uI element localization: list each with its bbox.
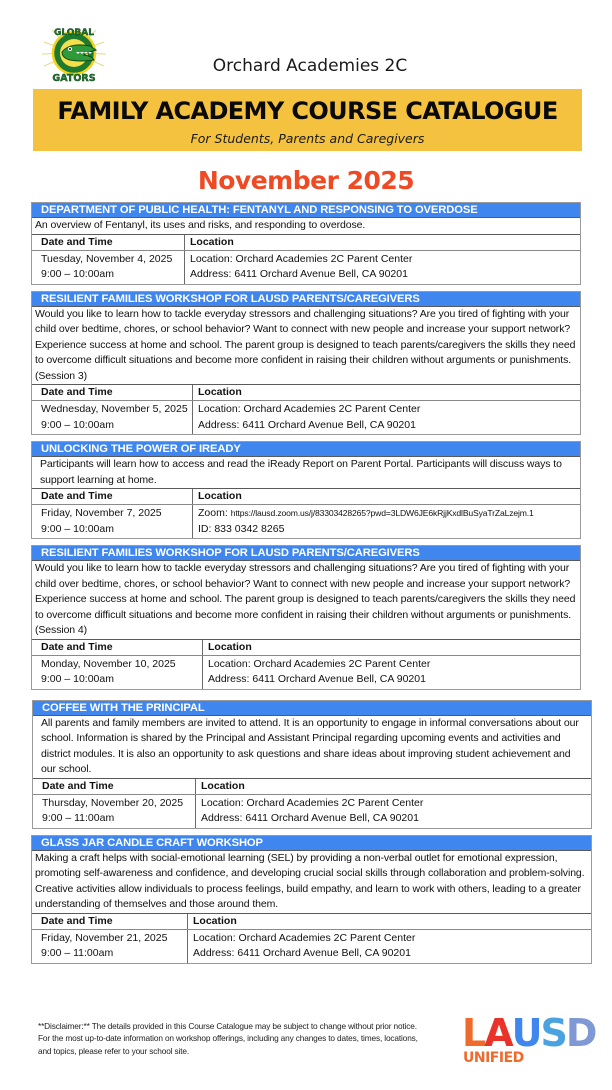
location-cell <box>193 505 580 538</box>
course-time: 9:00 – 10:00am <box>41 673 114 685</box>
table-row <box>32 505 580 538</box>
lausd-letter-l: L <box>462 1010 485 1055</box>
course-title: UNLOCKING THE POWER OF IREADY <box>32 442 580 457</box>
course-time: 9:00 – 11:00am <box>41 947 114 959</box>
date-time-cell <box>32 930 188 963</box>
table-row <box>33 795 591 828</box>
table-header-row <box>33 779 591 795</box>
date-time-header: Date and Time <box>32 385 193 400</box>
lausd-wordmark <box>462 1010 596 1055</box>
course-address: Address: 6411 Orchard Avenue Bell, CA 90201 <box>193 947 411 959</box>
course-title: RESILIENT FAMILIES WORKSHOP FOR LAUSD PARENTS/CAREGIVERS <box>32 546 580 561</box>
location-cell <box>193 401 580 434</box>
course-description: An overview of Fentanyl, its uses and risks, and responding to overdose. <box>32 218 580 235</box>
course-location: Location: Orchard Academies 2C Parent Center <box>198 403 421 415</box>
location-header: Location <box>201 779 245 792</box>
course-date: Friday, November 7, 2025 <box>41 507 162 519</box>
course-description: Would you like to learn how to tackle everyday stressors and challenging situations? Are you tired of fighting with your child over bedtime, chores, or school behavior? Want to connect with new people and increase your support network? Experience success at home and school. The parent group is designed to teach parents/caregivers the skills they need to overcome difficult situations and become more confident in raising their children without arguments or punishments. (Session 4) <box>32 561 580 640</box>
lausd-letter-u: U <box>511 1010 541 1055</box>
date-time-cell <box>32 401 193 434</box>
date-time-cell <box>33 795 196 828</box>
course-time: 9:00 – 11:00am <box>42 812 115 824</box>
lausd-unified-logo <box>462 1010 596 1070</box>
date-time-header: Date and Time <box>32 914 188 929</box>
zoom-prefix: Zoom: <box>198 507 231 519</box>
course-time: 9:00 – 10:00am <box>41 418 114 431</box>
zoom-location <box>198 506 580 522</box>
disclaimer: **Disclaimer:** The details provided in this Course Catalogue may be subject to change without prior notice. For the most up-to-date information on workshop offerings, including any changes to dates, times, locations, and topics, please refer to your school site. <box>38 1020 418 1056</box>
date-time-header: Date and Time <box>33 779 196 794</box>
course-date: Tuesday, November 4, 2025 <box>41 252 173 265</box>
course-location: Location: Orchard Academies 2C Parent Center <box>208 657 431 670</box>
date-time-cell <box>32 656 203 689</box>
location-header: Location <box>198 490 242 502</box>
month-heading: November 2025 <box>197 166 415 195</box>
lausd-letter-a: A <box>484 1010 512 1055</box>
date-time-header: Date and Time <box>32 640 203 655</box>
table-header-row <box>32 640 580 656</box>
page-footer <box>0 1010 612 1090</box>
zoom-link[interactable]: https://lausd.zoom.us/j/83303428265?pwd=3LDW6JE6kRjjKxdlBuSyaTrZaLzejm.1 <box>230 508 534 518</box>
course-address: Address: 6411 Orchard Avenue Bell, CA 90201 <box>190 268 408 280</box>
date-time-header: Date and Time <box>32 489 193 504</box>
course-title: COFFEE WITH THE PRINCIPAL <box>33 701 591 716</box>
course-resilient-families-session-3 <box>31 291 581 436</box>
lausd-letter-d: D <box>565 1010 596 1055</box>
course-title: DEPARTMENT OF PUBLIC HEALTH: FENTANYL AND RESPONSING TO OVERDOSE <box>32 203 580 218</box>
course-address: Address: 6411 Orchard Avenue Bell, CA 90201 <box>198 418 416 431</box>
course-title: GLASS JAR CANDLE CRAFT WORKSHOP <box>32 836 591 851</box>
date-time-cell <box>32 505 193 538</box>
zoom-meeting-id: ID: 833 0342 8265 <box>198 522 285 535</box>
location-header: Location <box>208 640 252 653</box>
table-header-row <box>32 914 591 930</box>
course-location: Location: Orchard Academies 2C Parent Center <box>201 796 424 809</box>
course-time: 9:00 – 10:00am <box>41 268 114 280</box>
table-header-row <box>32 385 580 401</box>
location-cell <box>196 795 591 828</box>
table-row <box>32 930 591 963</box>
location-header: Location <box>193 914 237 927</box>
course-title: RESILIENT FAMILIES WORKSHOP FOR LAUSD PARENTS/CAREGIVERS <box>32 292 580 307</box>
catalogue-subtitle: For Students, Parents and Caregivers <box>190 131 425 146</box>
course-time: 9:00 – 10:00am <box>41 522 114 535</box>
svg-text:GLOBAL: GLOBAL <box>53 28 95 38</box>
table-header-row <box>32 489 580 505</box>
location-header: Location <box>198 386 242 398</box>
lausd-unified-text: UNIFIED <box>463 1049 524 1066</box>
course-fentanyl <box>31 202 581 285</box>
course-description: Would you like to learn how to tackle everyday stressors and challenging situations? Are you tired of fighting with your child over bedtime, chores, or school behavior? Want to connect with new people and increase your support network? Experience success at home and school. The parent group is designed to teach parents/caregivers the skills they need to overcome difficult situations and become more confident in raising their children without arguments or punishments. (Session 3) <box>32 307 580 386</box>
catalogue-title: FAMILY ACADEMY COURSE CATALOGUE <box>57 97 558 125</box>
location-header: Location <box>190 235 234 248</box>
table-row <box>32 251 580 284</box>
course-resilient-families-session-4 <box>31 545 581 690</box>
course-iready <box>31 441 581 539</box>
page-header <box>0 0 612 198</box>
table-row <box>32 656 580 689</box>
course-address: Address: 6411 Orchard Avenue Bell, CA 90201 <box>208 673 426 685</box>
location-cell <box>203 656 580 689</box>
course-description: Making a craft helps with social-emotional learning (SEL) by providing a non-verbal outlet for emotional expression, promoting self-awareness and confidence, and developing crucial social skills through collaboration and problem-solving. Creative activities allow individuals to process feelings, build empathy, and learn to work with others, leading to a greater understanding of themselves and those around them. <box>32 851 591 914</box>
course-list <box>0 198 612 964</box>
course-date: Monday, November 10, 2025 <box>41 657 176 670</box>
table-header-row <box>32 235 580 251</box>
svg-text:GATORS: GATORS <box>52 73 96 84</box>
title-banner <box>33 89 582 151</box>
school-name: Orchard Academies 2C <box>212 56 408 76</box>
date-time-cell <box>32 251 185 284</box>
date-time-header: Date and Time <box>32 235 185 250</box>
course-date: Thursday, November 20, 2025 <box>42 796 184 809</box>
location-cell <box>185 251 580 284</box>
table-row <box>32 401 580 434</box>
course-glass-jar-candle-craft <box>31 835 592 964</box>
course-location: Location: Orchard Academies 2C Parent Center <box>190 252 413 265</box>
course-description: All parents and family members are invited to attend. It is an opportunity to engage in informal conversations about our school. Information is shared by the Principal and Assistant Principal regarding upcoming events and activities and district modules. It is also an opportunity to ask questions and share ideas about improving student achievement and our school. <box>33 716 591 779</box>
course-description: Participants will learn how to access and read the iReady Report on Parent Portal. Participants will discuss ways to support learning at home. <box>32 457 580 489</box>
course-address: Address: 6411 Orchard Avenue Bell, CA 90201 <box>201 812 419 824</box>
course-location: Location: Orchard Academies 2C Parent Center <box>193 931 416 944</box>
course-date: Wednesday, November 5, 2025 <box>41 403 188 415</box>
lausd-letter-s: S <box>540 1010 566 1055</box>
course-date: Friday, November 21, 2025 <box>41 931 168 944</box>
location-cell <box>188 930 591 963</box>
course-coffee-with-principal <box>32 700 592 829</box>
